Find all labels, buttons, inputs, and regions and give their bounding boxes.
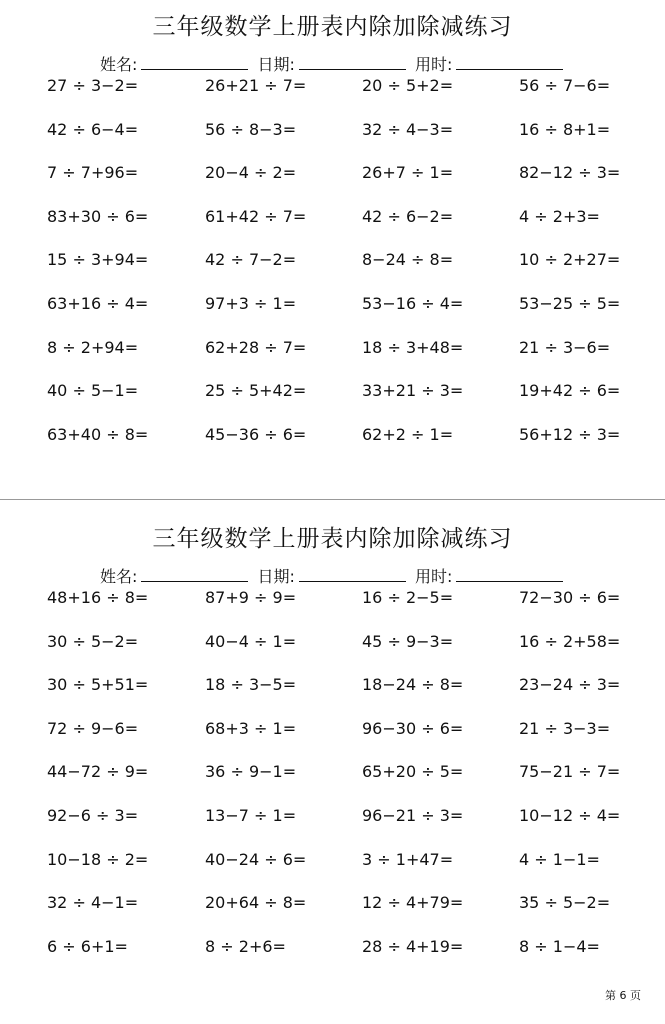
problem: 8 ÷ 2+6=	[205, 936, 286, 956]
problem: 65+20 ÷ 5=	[362, 762, 464, 782]
problem: 16 ÷ 2+58=	[519, 631, 621, 651]
problem: 8 ÷ 2+94=	[47, 337, 139, 357]
problem: 23−24 ÷ 3=	[519, 675, 621, 695]
problem: 82−12 ÷ 3=	[519, 163, 621, 183]
sheet-divider	[0, 499, 665, 500]
problem: 26+7 ÷ 1=	[362, 163, 454, 183]
time-label: 用时:	[415, 567, 453, 586]
problem: 30 ÷ 5+51=	[47, 675, 149, 695]
problem-row	[47, 666, 657, 710]
problem: 53−16 ÷ 4=	[362, 293, 464, 313]
problem: 18 ÷ 3+48=	[362, 337, 464, 357]
problem-row	[47, 241, 657, 285]
problem-row	[47, 372, 657, 416]
problem: 32 ÷ 4−1=	[47, 893, 139, 913]
problem: 13−7 ÷ 1=	[205, 805, 297, 825]
page-number: 第 6 页	[605, 989, 641, 1002]
worksheet-title: 三年级数学上册表内除加除减练习	[152, 526, 513, 552]
worksheet-1	[0, 0, 665, 490]
problem-row	[47, 67, 657, 111]
problem: 10−12 ÷ 4=	[519, 805, 621, 825]
problem: 42 ÷ 6−2=	[362, 206, 454, 226]
problem: 4 ÷ 1−1=	[519, 849, 600, 869]
problem: 56+12 ÷ 3=	[519, 424, 621, 444]
name-label: 姓名:	[100, 55, 138, 74]
problem: 28 ÷ 4+19=	[362, 936, 464, 956]
problem: 97+3 ÷ 1=	[205, 293, 297, 313]
problem: 20−4 ÷ 2=	[205, 163, 297, 183]
name-label: 姓名:	[100, 567, 138, 586]
problem-row	[47, 884, 657, 928]
problem: 36 ÷ 9−1=	[205, 762, 297, 782]
problem: 6 ÷ 6+1=	[47, 936, 128, 956]
problem: 83+30 ÷ 6=	[47, 206, 149, 226]
problem: 96−30 ÷ 6=	[362, 718, 464, 738]
problem: 15 ÷ 3+94=	[47, 250, 149, 270]
date-label: 日期:	[257, 55, 295, 74]
problem: 10−18 ÷ 2=	[47, 849, 149, 869]
problem: 45−36 ÷ 6=	[205, 424, 307, 444]
problem: 18 ÷ 3−5=	[205, 675, 297, 695]
problem: 40 ÷ 5−1=	[47, 381, 139, 401]
problem: 27 ÷ 3−2=	[47, 76, 139, 95]
problem-row	[47, 928, 657, 972]
problem: 25 ÷ 5+42=	[205, 381, 307, 401]
problem: 42 ÷ 6−4=	[47, 119, 139, 139]
problem: 16 ÷ 2−5=	[362, 588, 454, 607]
problem: 19+42 ÷ 6=	[519, 381, 621, 401]
problem: 87+9 ÷ 9=	[205, 588, 297, 607]
problem-row	[47, 710, 657, 754]
problem: 75−21 ÷ 7=	[519, 762, 621, 782]
problem: 7 ÷ 7+96=	[47, 163, 139, 183]
problem-row	[47, 579, 657, 623]
problem: 20 ÷ 5+2=	[362, 76, 454, 95]
problem: 48+16 ÷ 8=	[47, 588, 149, 607]
problem: 8 ÷ 1−4=	[519, 936, 600, 956]
problem: 33+21 ÷ 3=	[362, 381, 464, 401]
problem: 3 ÷ 1+47=	[362, 849, 454, 869]
problem: 53−25 ÷ 5=	[519, 293, 621, 313]
problem-row	[47, 797, 657, 841]
problem: 32 ÷ 4−3=	[362, 119, 454, 139]
problem: 63+40 ÷ 8=	[47, 424, 149, 444]
problem: 40−24 ÷ 6=	[205, 849, 307, 869]
problem-row	[47, 198, 657, 242]
problem-row	[47, 154, 657, 198]
time-label: 用时:	[415, 55, 453, 74]
problem: 16 ÷ 8+1=	[519, 119, 611, 139]
problem: 56 ÷ 8−3=	[205, 119, 297, 139]
problem: 21 ÷ 3−3=	[519, 718, 611, 738]
problem-grid	[47, 579, 657, 971]
date-label: 日期:	[257, 567, 295, 586]
problem: 45 ÷ 9−3=	[362, 631, 454, 651]
problem: 8−24 ÷ 8=	[362, 250, 454, 270]
problem: 26+21 ÷ 7=	[205, 76, 307, 95]
problem: 12 ÷ 4+79=	[362, 893, 464, 913]
problem-row	[47, 111, 657, 155]
problem: 72−30 ÷ 6=	[519, 588, 621, 607]
problem: 63+16 ÷ 4=	[47, 293, 149, 313]
problem-row	[47, 623, 657, 667]
problem-grid	[47, 67, 657, 459]
problem: 40−4 ÷ 1=	[205, 631, 297, 651]
problem-row	[47, 416, 657, 460]
problem: 96−21 ÷ 3=	[362, 805, 464, 825]
problem-row	[47, 329, 657, 373]
problem: 35 ÷ 5−2=	[519, 893, 611, 913]
problem: 30 ÷ 5−2=	[47, 631, 139, 651]
problem: 62+28 ÷ 7=	[205, 337, 307, 357]
worksheet-title: 三年级数学上册表内除加除减练习	[152, 14, 513, 40]
problem: 44−72 ÷ 9=	[47, 762, 149, 782]
problem: 21 ÷ 3−6=	[519, 337, 611, 357]
problem: 20+64 ÷ 8=	[205, 893, 307, 913]
problem: 4 ÷ 2+3=	[519, 206, 600, 226]
problem: 61+42 ÷ 7=	[205, 206, 307, 226]
problem-row	[47, 753, 657, 797]
problem: 62+2 ÷ 1=	[362, 424, 454, 444]
problem: 18−24 ÷ 8=	[362, 675, 464, 695]
problem: 68+3 ÷ 1=	[205, 718, 297, 738]
problem-row	[47, 285, 657, 329]
worksheet-2	[0, 512, 665, 1002]
problem: 10 ÷ 2+27=	[519, 250, 621, 270]
problem: 72 ÷ 9−6=	[47, 718, 139, 738]
problem: 56 ÷ 7−6=	[519, 76, 611, 95]
problem: 92−6 ÷ 3=	[47, 805, 139, 825]
problem: 42 ÷ 7−2=	[205, 250, 297, 270]
problem-row	[47, 841, 657, 885]
